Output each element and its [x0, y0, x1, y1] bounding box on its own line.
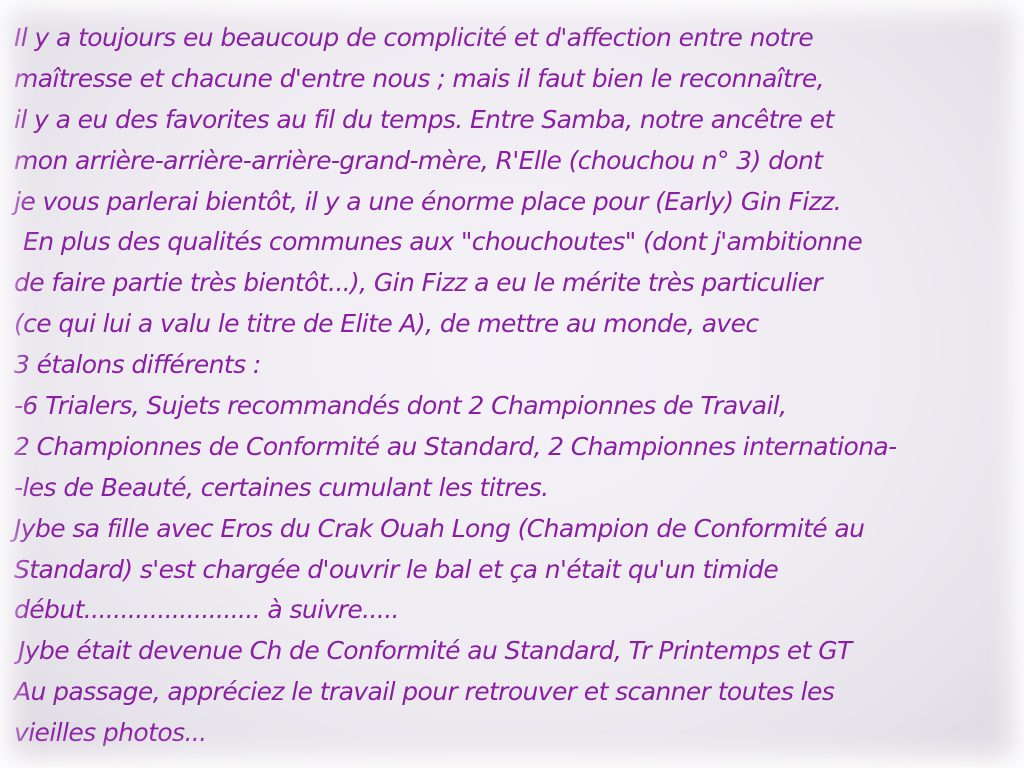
text-line: Il y a toujours eu beaucoup de complicité et d'affection entre notre: [14, 23, 814, 52]
text-line: vieilles photos...: [14, 718, 207, 748]
text-line: -les de Beauté, certaines cumulant les titres.: [14, 472, 549, 502]
text-line: 3 étalons différents :: [14, 350, 261, 380]
text-line: (ce qui lui a valu le titre de Elite A), de mettre au monde, avec: [14, 309, 759, 339]
text-line: mon arrière-arrière-arrière-grand-mère, R'Elle (chouchou n° 3) dont: [14, 145, 823, 175]
text-line: -6 Trialers, Sujets recommandés dont 2 Championnes de Travail,: [14, 391, 787, 421]
text-line: Au passage, appréciez le travail pour retrouver et scanner toutes les: [14, 677, 835, 707]
text-line: Jybe sa fille avec Eros du Crak Ouah Long (Champion de Conformité au: [14, 513, 865, 543]
text-line: 2 Championnes de Conformité au Standard, 2 Championnes internationa-: [14, 431, 897, 461]
text-line: En plus des qualités communes aux "chouchoutes" (dont j'ambitionne: [23, 227, 863, 257]
text-line: de faire partie très bientôt...), Gin Fizz a eu le mérite très particulier: [14, 268, 823, 298]
text-line: je vous parlerai bientôt, il y a une énorme place pour (Early) Gin Fizz.: [14, 186, 842, 216]
text-line: Jybe était devenue Ch de Conformité au Standard, Tr Printemps et GT: [18, 636, 852, 666]
text-line: début........................ à suivre.....: [14, 595, 399, 625]
text-line: il y a eu des favorites au fil du temps. Entre Samba, notre ancêtre et: [14, 104, 834, 134]
text-line: Standard) s'est chargée d'ouvrir le bal et ça n'était qu'un timide: [14, 554, 779, 584]
story-text: [14, 18, 1014, 754]
text-line: maîtresse et chacune d'entre nous ; mais il faut bien le reconnaître,: [14, 63, 825, 93]
